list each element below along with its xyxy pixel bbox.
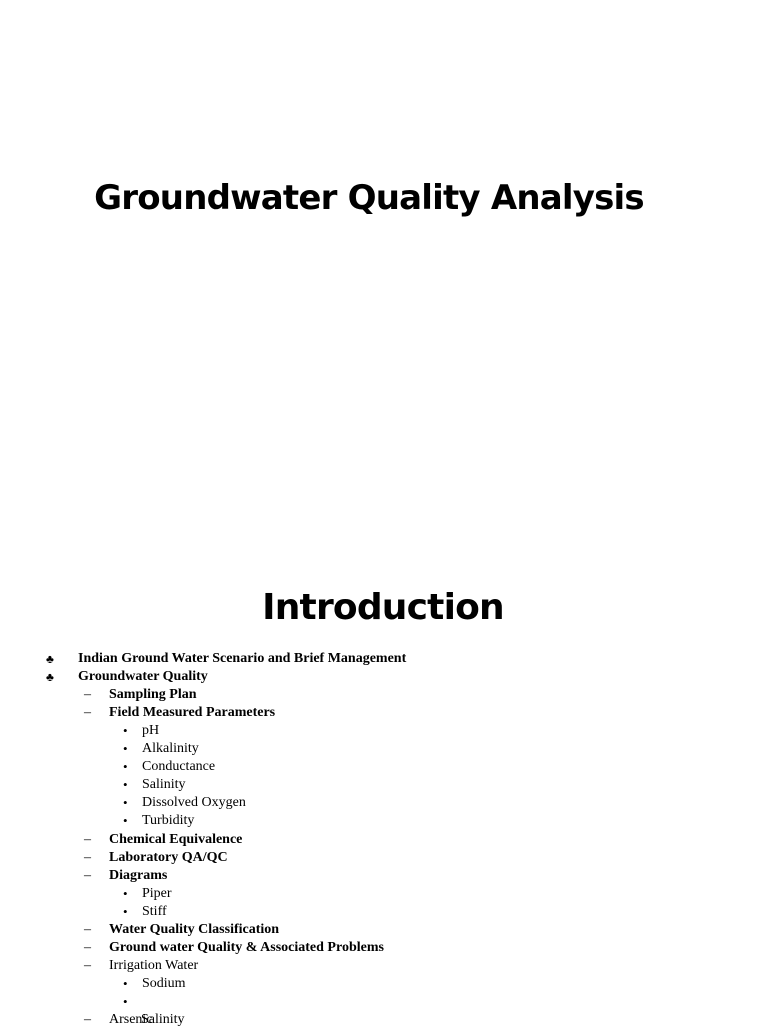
dot-bullet-icon: •	[123, 994, 128, 1009]
outline-item-text: Arsenic	[109, 1012, 153, 1027]
dash-bullet-icon: –	[84, 940, 91, 955]
dash-bullet-icon: –	[84, 705, 91, 720]
dot-bullet-icon: •	[123, 759, 128, 774]
slide-title: Groundwater Quality Analysis	[94, 178, 644, 218]
outline-item-text: Alkalinity	[142, 741, 199, 756]
outline-item	[0, 831, 768, 849]
dot-bullet-icon: •	[123, 741, 128, 756]
outline-item	[0, 993, 768, 1011]
outline-item-text: Salinity	[142, 777, 186, 792]
outline-item-text: Field Measured Parameters	[109, 705, 276, 720]
dot-bullet-icon: •	[123, 777, 128, 792]
outline-item	[0, 939, 768, 957]
dash-bullet-icon: –	[84, 1012, 91, 1027]
outline-item	[0, 975, 768, 993]
dash-bullet-icon: –	[84, 850, 91, 865]
outline-item-text: pH	[142, 723, 160, 738]
outline-item	[0, 885, 768, 903]
outline-item-text: Ground water Quality & Associated Problems	[109, 940, 384, 955]
outline-item	[0, 812, 768, 830]
dash-bullet-icon: –	[84, 868, 91, 883]
outline-item-text: Diagrams	[109, 868, 168, 883]
outline-item-text: Piper	[142, 886, 172, 901]
outline-item-text: Sampling Plan	[109, 687, 197, 702]
outline-item	[0, 921, 768, 939]
outline-item-text: Stiff	[142, 904, 167, 919]
overlapping-text: Salinity	[141, 1012, 185, 1027]
outline-item	[0, 794, 768, 812]
outline-item-text: Laboratory QA/QC	[109, 850, 228, 865]
dash-bullet-icon: –	[84, 687, 91, 702]
outline-item	[0, 849, 768, 867]
dot-bullet-icon: •	[123, 976, 128, 991]
outline-item	[0, 1011, 768, 1029]
outline-item	[0, 686, 768, 704]
outline-item	[0, 704, 768, 722]
outline-item-text: Sodium	[142, 976, 186, 991]
dot-bullet-icon: •	[123, 795, 128, 810]
dot-bullet-icon: •	[123, 886, 128, 901]
club-bullet-icon: ♣	[46, 670, 54, 684]
outline-item	[0, 867, 768, 885]
dash-bullet-icon: –	[84, 922, 91, 937]
club-bullet-icon: ♣	[46, 652, 54, 666]
outline-item-text: Conductance	[142, 759, 216, 774]
dash-bullet-icon: –	[84, 832, 91, 847]
outline-item	[0, 957, 768, 975]
outline-item	[0, 758, 768, 776]
outline-item-text: Dissolved Oxygen	[142, 795, 246, 810]
outline-item	[0, 668, 768, 686]
dash-bullet-icon: –	[84, 958, 91, 973]
outline-item	[0, 903, 768, 921]
dot-bullet-icon: •	[123, 723, 128, 738]
outline-item-text: Groundwater Quality	[78, 669, 208, 684]
outline-item-text: Irrigation Water	[109, 958, 199, 973]
outline-item	[0, 722, 768, 740]
outline-item	[0, 650, 768, 668]
outline-item-text: Water Quality Classification	[109, 922, 280, 937]
outline-item	[0, 740, 768, 758]
outline-item-text: Indian Ground Water Scenario and Brief Management	[78, 651, 407, 666]
outline-item	[0, 776, 768, 794]
outline-item-text: Turbidity	[142, 813, 195, 828]
outline-item-text: Chemical Equivalence	[109, 832, 243, 847]
dot-bullet-icon: •	[123, 904, 128, 919]
dot-bullet-icon: •	[123, 813, 128, 828]
slide-title: Introduction	[262, 587, 504, 628]
